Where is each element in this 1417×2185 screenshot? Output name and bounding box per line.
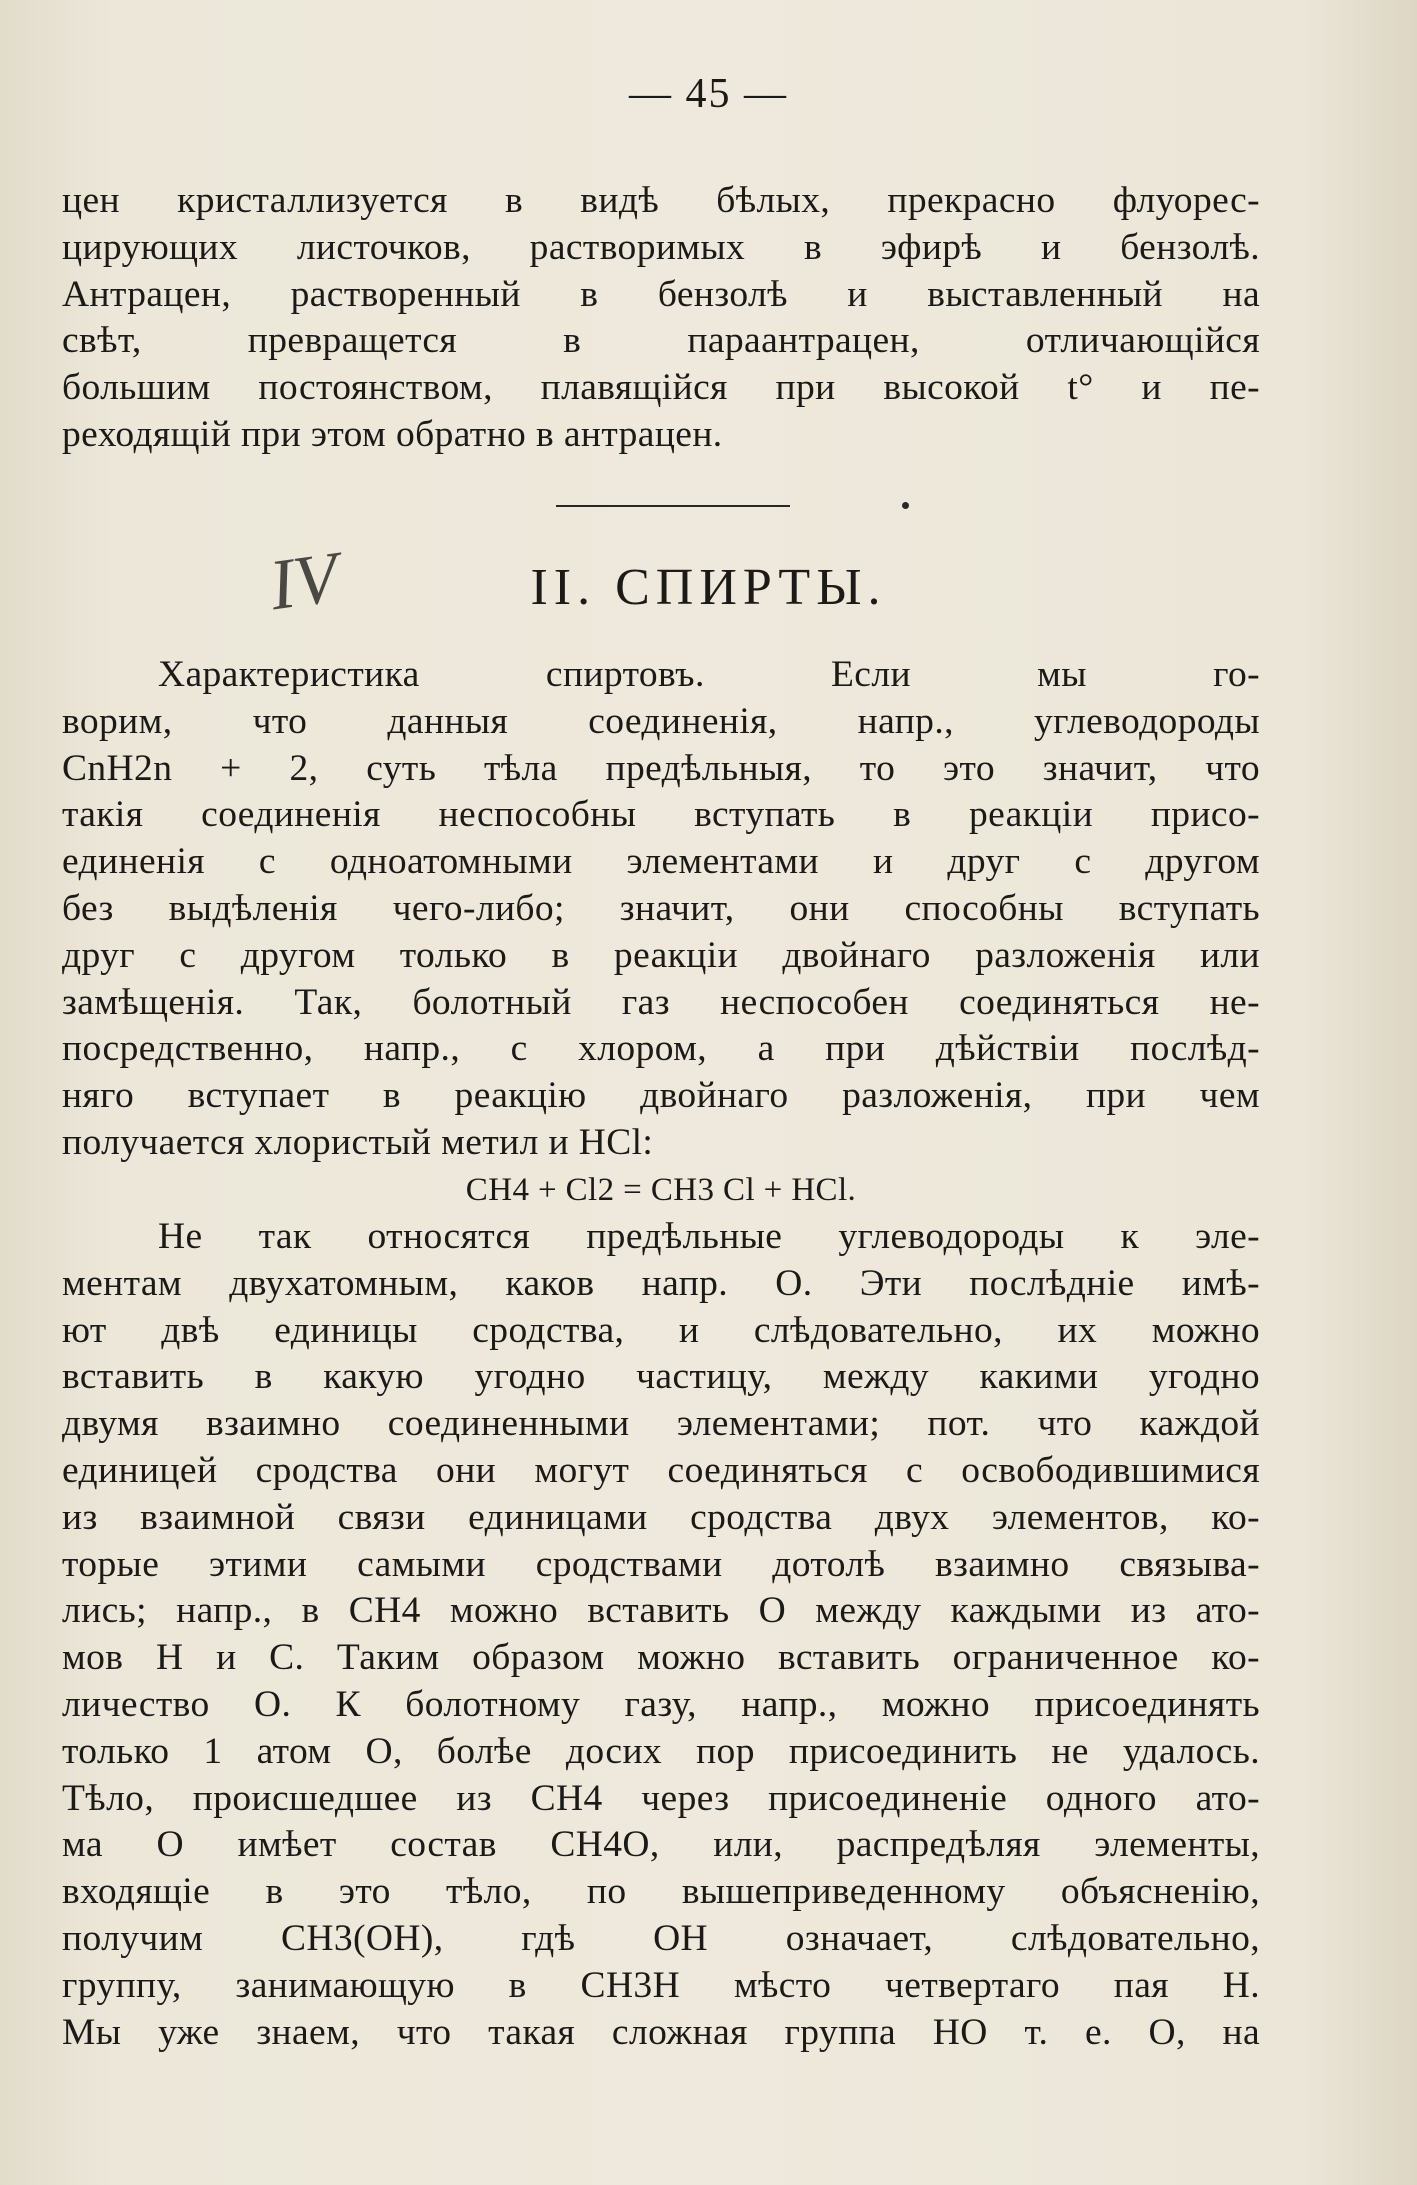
text-line: такія соединенія неспособны вступать в реакціи присо- — [62, 794, 1260, 836]
text-line: ма O имѣет состав CH4O, или, распредѣляя элементы, — [62, 1824, 1260, 1866]
text-line: лись; напр., в CH4 можно вставить O между каждыми из ато- — [62, 1590, 1260, 1632]
text-line: единицей сродства они могут соединяться с освободившимися — [62, 1449, 1260, 1491]
ink-dot — [902, 502, 909, 509]
text-line: посредственно, напр., с хлором, а при дѣйствіи послѣд- — [62, 1028, 1260, 1070]
text-line: мов H и C. Таким образом можно вставить ограниченное ко- — [62, 1637, 1260, 1679]
chemical-formula: CH4 + Cl2 = CH3 Cl + HCl. — [465, 1171, 857, 1208]
text-line: большим постоянством, плавящійся при высокой t° и пе- — [62, 367, 1260, 409]
text-line: ворим, что данныя соединенія, напр., углеводороды — [62, 700, 1260, 742]
page-number: — 45 — — [629, 71, 788, 117]
text-line: Не так относятся предѣльные углеводороды к эле- — [158, 1216, 1260, 1257]
text-line: ют двѣ единицы сродства, и слѣдовательно, их можно — [62, 1309, 1260, 1351]
text-line: Мы уже знаем, что такая сложная группа HO т. е. O, на — [62, 2011, 1260, 2053]
text-line: CnH2n + 2, суть тѣла предѣльныя, то это значит, что — [62, 747, 1260, 789]
text-line: няго вступает в реакцію двойнаго разложенія, при чем — [62, 1075, 1260, 1117]
text-line: только 1 атом O, болѣе досих пор присоединить не удалось. — [62, 1730, 1260, 1772]
text-line: личество O. К болотному газу, напр., можно присоединять — [62, 1683, 1260, 1725]
text-line: Тѣло, происшедшее из CH4 через присоединеніе одного ато- — [62, 1777, 1260, 1819]
text-line: входящіе в это тѣло, по вышеприведенному объясненію, — [62, 1871, 1260, 1913]
section-title: II. СПИРТЫ. — [530, 559, 887, 616]
text-line: вставить в какую угодно частицу, между какими угодно — [62, 1356, 1260, 1398]
text-line: замѣщенія. Так, болотный газ неспособен соединяться не- — [62, 981, 1260, 1023]
text-line: группу, занимающую в CH3H мѣсто четвертаго пая H. — [62, 1964, 1260, 2006]
text-line: единенія с одноатомными элементами и друг с другом — [62, 841, 1260, 883]
text-line: двумя взаимно соединенными элементами; пот. что каждой — [62, 1403, 1260, 1445]
text-line: свѣт, превращется в параантрацен, отличающійся — [62, 320, 1260, 362]
text-line: реходящій при этом обратно в антрацен. — [62, 413, 723, 455]
text-line: без выдѣленія чего-либо; значит, они способны вступать — [62, 887, 1260, 929]
text-line: цен кристаллизуется в видѣ бѣлых, прекрасно флуорес- — [62, 180, 1260, 221]
paragraph-characteristics — [62, 652, 1260, 1214]
text-line: торые этими самыми сродствами дотолѣ взаимно связыва- — [62, 1543, 1260, 1585]
section-divider — [556, 505, 790, 507]
text-line: Антрацен, растворенный в бензолѣ и выставленный на — [62, 273, 1260, 315]
text-line: друг с другом только в реакціи двойнаго разложенія или — [62, 934, 1260, 976]
text-line: ментам двухатомным, каков напр. O. Эти послѣдніе имѣ- — [62, 1262, 1260, 1304]
handwritten-margin-mark: IV — [264, 536, 344, 626]
text-line: Характеристика спиртовъ. Если мы го- — [158, 654, 1260, 695]
text-line: получим CH3(OH), гдѣ OH означает, слѣдовательно, — [62, 1917, 1260, 1959]
paragraph-diatomic — [62, 1214, 1260, 2056]
text-line: получается хлористый метил и HCl: — [62, 1121, 654, 1163]
top-paragraph — [62, 178, 1260, 459]
text-line: цирующих листочков, растворимых в эфирѣ и бензолѣ. — [62, 226, 1260, 268]
text-line: из взаимной связи единицами сродства двух элементов, ко- — [62, 1496, 1260, 1538]
